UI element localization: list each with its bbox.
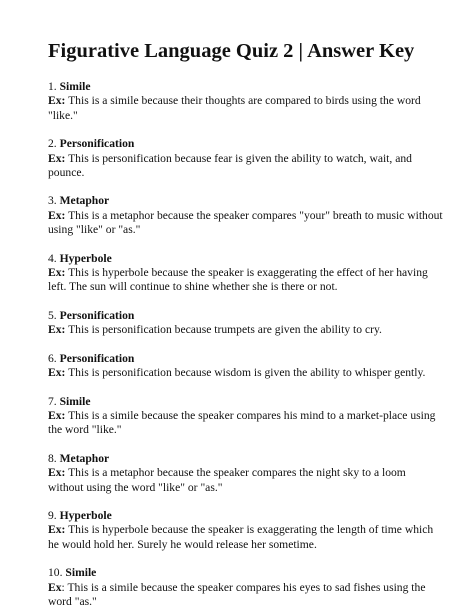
answer-item-8 — [48, 452, 444, 495]
answer-term: Personification — [59, 308, 135, 322]
item-number: 6. — [48, 351, 57, 365]
answer-heading — [48, 252, 444, 266]
answer-explanation: This is hyperbole because the speaker is exaggerating the length of time which he would hold her. Surely he would release her sometime. — [48, 523, 434, 551]
answer-item-3 — [48, 194, 444, 237]
answer-explanation: This is personification because wisdom is given the ability to whisper gently. — [68, 366, 426, 380]
example-label: Ex: — [48, 366, 66, 380]
answer-heading — [48, 566, 444, 580]
item-number: 3. — [48, 194, 57, 208]
answer-item-6 — [48, 352, 444, 381]
page-title: Figurative Language Quiz 2 | Answer Key — [48, 40, 415, 62]
example-label: Ex: — [48, 151, 66, 165]
example-label: Ex — [48, 580, 62, 594]
example-label: Ex: — [48, 523, 66, 537]
example-label: Ex: — [48, 466, 66, 480]
answer-item-5 — [48, 309, 444, 338]
answer-term: Metaphor — [59, 451, 110, 465]
answer-item-10 — [48, 566, 444, 609]
item-number: 2. — [48, 137, 57, 151]
example-label: Ex: — [48, 266, 66, 280]
answer-explanation: This is personification because trumpets are given the ability to cry. — [68, 323, 382, 337]
answer-term: Personification — [59, 351, 135, 365]
item-number: 1. — [48, 80, 57, 93]
item-number: 5. — [48, 308, 57, 322]
answer-term: Metaphor — [59, 194, 110, 208]
answer-explanation: This is a metaphor because the speaker compares the night sky to a loom without using the word "like" or "as." — [48, 466, 406, 494]
answer-term: Simile — [59, 80, 91, 93]
answer-heading — [48, 80, 444, 94]
item-number: 10. — [48, 566, 63, 580]
answer-item-7 — [48, 395, 444, 438]
answer-item-2 — [48, 137, 444, 180]
answer-term: Personification — [59, 137, 135, 151]
answer-term: Hyperbole — [59, 508, 112, 522]
answer-heading — [48, 194, 444, 208]
answer-heading — [48, 452, 444, 466]
example-label: Ex: — [48, 323, 66, 337]
answer-term: Simile — [59, 394, 91, 408]
answer-explanation: This is a metaphor because the speaker compares "your" breath to music without using "like" or "as." — [48, 208, 443, 237]
example-label: Ex: — [48, 208, 66, 222]
answer-item-9 — [48, 509, 444, 552]
item-number: 9. — [48, 508, 57, 522]
answer-heading — [48, 137, 444, 151]
answer-explanation: This is personification because fear is given the ability to watch, wait, and pounce. — [48, 151, 412, 180]
answer-explanation: This is a simile because the speaker compares his mind to a market-place using the word "like." — [48, 408, 436, 437]
answer-term: Hyperbole — [59, 251, 112, 265]
example-label: Ex: — [48, 94, 66, 108]
item-number: 7. — [48, 394, 57, 408]
answer-heading — [48, 509, 444, 523]
answer-explanation: : This is a simile because the speaker compares his eyes to sad fishes using the word "as." — [48, 580, 426, 608]
answer-explanation: This is hyperbole because the speaker is exaggerating the effect of her having left. The sun will continue to shine whether she is there or not. — [48, 266, 428, 294]
answer-term: Simile — [65, 566, 97, 580]
answer-heading — [48, 309, 444, 323]
answer-item-1 — [48, 80, 444, 123]
example-label: Ex: — [48, 408, 66, 422]
answer-explanation: This is a simile because their thoughts are compared to birds using the word "like." — [48, 94, 421, 122]
answer-item-4 — [48, 252, 444, 295]
item-number: 4. — [48, 251, 57, 265]
answer-heading — [48, 395, 444, 409]
item-number: 8. — [48, 451, 57, 465]
answer-heading — [48, 352, 444, 366]
